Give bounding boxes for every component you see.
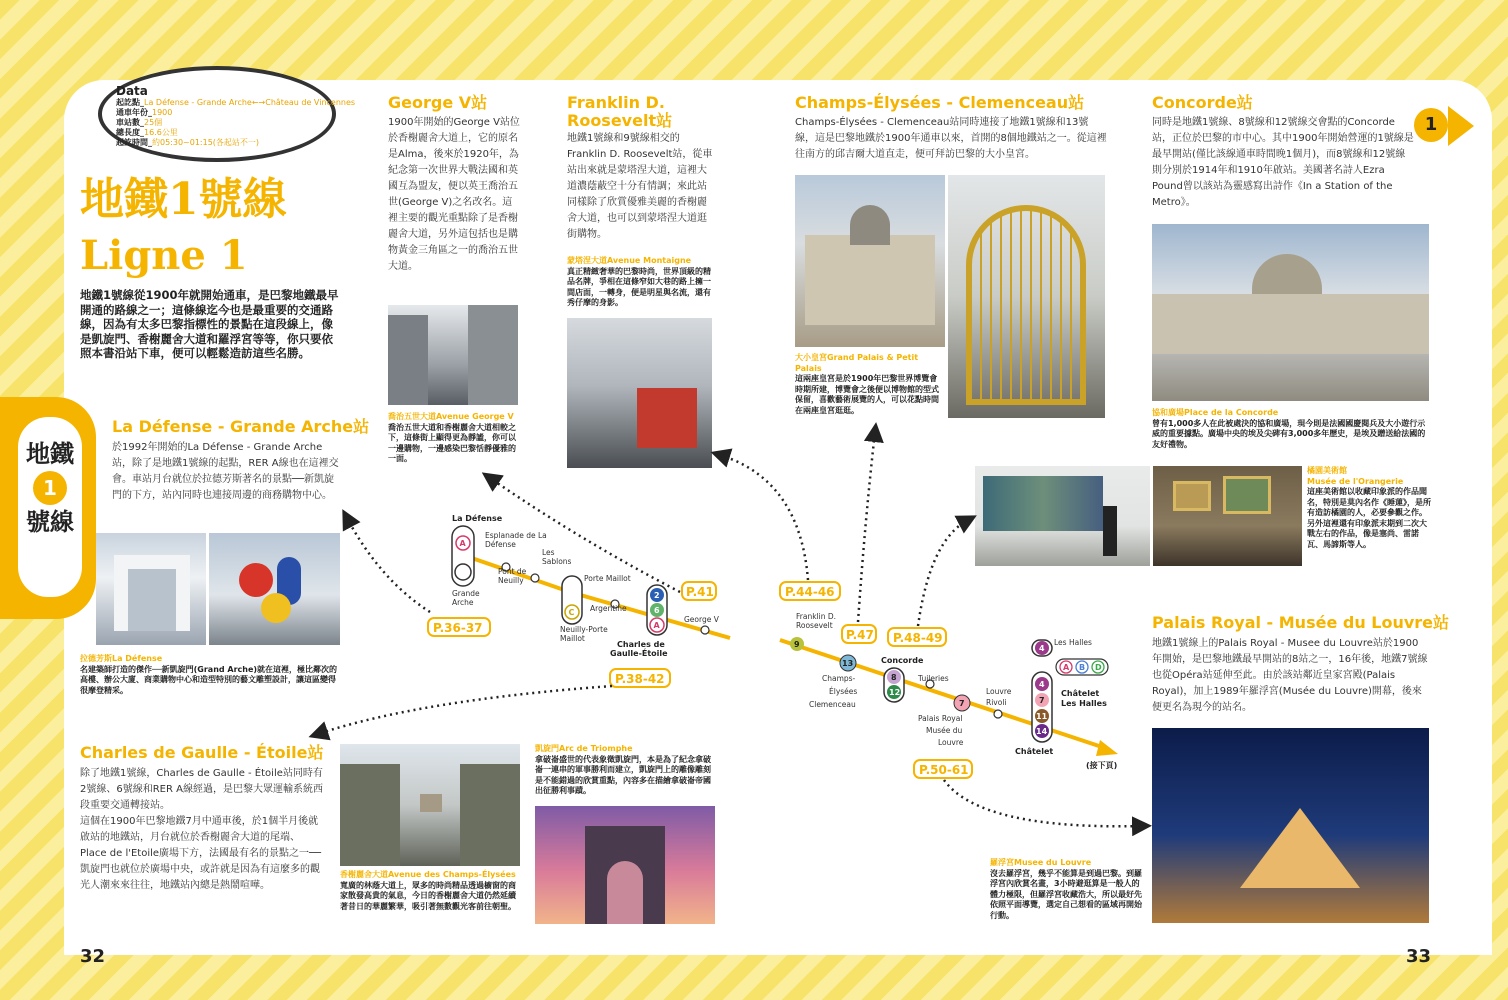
svg-text:4: 4 bbox=[1039, 644, 1045, 653]
champs-heading: Champs-Élysées - Clemenceau站 bbox=[795, 93, 1085, 112]
svg-text:Palais Royal: Palais Royal bbox=[918, 714, 963, 723]
pointer-arrow bbox=[918, 520, 968, 626]
svg-text:A: A bbox=[653, 621, 660, 630]
svg-text:Les Halles: Les Halles bbox=[1054, 638, 1092, 647]
svg-text:P.41: P.41 bbox=[686, 585, 714, 599]
svg-text:Les Halles: Les Halles bbox=[1061, 699, 1107, 708]
svg-text:14: 14 bbox=[1036, 727, 1048, 736]
title-french: Ligne 1 bbox=[80, 232, 248, 279]
champs-caption: 大小皇宮Grand Palais & Petit Palais 這兩座皇宮是於1900年巴黎世界博覽會時期所建，博覽會之後便以博物館的型式保留，喜歡藝術展覽的人，可以花點時間在兩座皇宮逛逛。 bbox=[795, 353, 939, 415]
svg-text:Pont de: Pont de bbox=[498, 567, 527, 576]
data-line: 通車年份_1900 bbox=[116, 108, 173, 117]
page-number-right: 33 bbox=[1406, 946, 1432, 967]
svg-text:4: 4 bbox=[1039, 680, 1045, 689]
data-line: 起訖時間_約05:30~01:15(各起站不一) bbox=[116, 138, 260, 147]
champs-body: Champs-Élysées - Clemenceau站同時連接了地鐵1號線和13號線，這是巴黎地鐵於1900年通車以來，首開的8個地鐵站之一。從這裡往南方的邱吉爾大道直走，便可拜訪巴黎的大小皇宮。 bbox=[795, 117, 1107, 160]
svg-text:Esplanade de La: Esplanade de La bbox=[485, 531, 547, 540]
svg-text:Arche: Arche bbox=[452, 598, 474, 607]
data-line: 總長度_16.6公里 bbox=[116, 128, 178, 137]
svg-text:11: 11 bbox=[1036, 712, 1048, 721]
svg-text:6: 6 bbox=[654, 606, 660, 615]
line-end-arrow-icon bbox=[1096, 740, 1118, 756]
svg-text:2: 2 bbox=[654, 591, 660, 600]
svg-text:C: C bbox=[568, 608, 575, 617]
svg-text:Charles de: Charles de bbox=[617, 640, 665, 649]
page-number-left: 32 bbox=[80, 946, 106, 967]
svg-text:Porte Maillot: Porte Maillot bbox=[584, 574, 631, 583]
louvre-caption: 羅浮宮Musee du Louvre 沒去羅浮宮，幾乎不能算是到過巴黎。到羅浮宮內欣賞名畫，3小時避逛算是一般人的體力極限，但羅浮宮收藏浩大，所以最好先依照平面導覽，選定自己想看的區域再開始行動。 bbox=[990, 858, 1142, 920]
page-ref-tag[interactable] bbox=[428, 618, 490, 636]
pointer-arrow bbox=[944, 780, 1142, 826]
svg-text:Rivoli: Rivoli bbox=[986, 698, 1007, 707]
svg-text:Louvre: Louvre bbox=[986, 687, 1012, 696]
page-ref-tag[interactable] bbox=[914, 760, 972, 778]
side-tab-top: 地鐵 bbox=[26, 440, 74, 468]
svg-text:Neuilly: Neuilly bbox=[498, 576, 524, 585]
georgev-caption: 喬治五世大道Avenue George V 喬治五世大道和香榭麗舍大道相較之下，這條街上顯得更為靜謐，你可以一邊購物，一邊感染巴黎恬靜優雅的一面。 bbox=[388, 412, 516, 463]
svg-text:P.47: P.47 bbox=[846, 628, 874, 642]
svg-text:12: 12 bbox=[889, 688, 901, 697]
svg-text:Clemenceau: Clemenceau bbox=[809, 700, 856, 709]
page-ref-tag[interactable] bbox=[842, 625, 876, 643]
svg-text:Roosevelt: Roosevelt bbox=[796, 621, 833, 630]
svg-text:Louvre: Louvre bbox=[938, 738, 964, 747]
svg-text:P.50-61: P.50-61 bbox=[919, 763, 969, 777]
svg-text:13: 13 bbox=[842, 659, 854, 668]
svg-text:A: A bbox=[1063, 663, 1070, 672]
svg-text:Concorde: Concorde bbox=[881, 656, 924, 665]
station-dot bbox=[994, 710, 1002, 718]
page-ref-tag[interactable] bbox=[610, 669, 670, 687]
svg-text:9: 9 bbox=[794, 640, 800, 649]
svg-text:A: A bbox=[459, 539, 466, 548]
svg-text:(接下頁): (接下頁) bbox=[1086, 761, 1118, 770]
svg-text:Neuilly-Porte: Neuilly-Porte bbox=[560, 625, 608, 634]
page-ref-tag[interactable] bbox=[888, 628, 946, 646]
page-ref-tag[interactable] bbox=[682, 582, 716, 600]
svg-text:7: 7 bbox=[959, 699, 965, 708]
svg-text:B: B bbox=[1079, 663, 1086, 672]
cdg-body: 除了地鐵1號線，Charles de Gaulle - Étoile站同時有2號線、6號線和RER A線經過，是巴黎大眾運輸系統西段重要交通轉接站。 這個在1900年巴黎地鐵7月中通車後，於1個半月後就啟站的地鐵站，月台就位於香榭麗舍大道的尾端、Place de l'Etoile廣場下方，法國最有名的景點之一──凱旋門也就位於廣場中央，或許就是因為有這麼多的觀光人潮來來往往，地鐵站內總是熱鬧喧嘩。 bbox=[80, 768, 323, 891]
station-dot bbox=[701, 626, 709, 634]
concorde-body: 同時是地鐵1號線、8號線和12號線交會點的Concorde站，正位於巴黎的市中心。其中1900年開始營運的1號線是最早開站(僅比該線通車時間晚1個月)，而8號線和12號線則分別於1914年和1910年啟站。美國著名詩人Ezra Pound曾以該站為靈感寫出詩作《In a Station of the Metro》。 bbox=[1152, 117, 1414, 208]
svg-text:Grande: Grande bbox=[452, 589, 480, 598]
svg-text:P.36-37: P.36-37 bbox=[433, 621, 483, 635]
side-tab-bottom: 號線 bbox=[26, 508, 74, 536]
svg-text:8: 8 bbox=[891, 673, 897, 682]
data-line: 起訖點_La Défense - Grande Arche←→Château de Vincennes bbox=[116, 98, 356, 107]
defense-caption: 拉德芳斯La Défense 名建築師打造的傑作──新凱旋門(Grand Arche)就在這裡，極比鄰次的高樓、辦公大廈、商業購物中心和造型特別的藝文雕塑設計，讓這區變得很摩登精采。 bbox=[80, 654, 338, 695]
pointer-arrow bbox=[720, 455, 808, 580]
svg-text:Sablons: Sablons bbox=[542, 557, 572, 566]
data-title: Data bbox=[116, 84, 148, 98]
franklin-caption: 蒙塔涅大道Avenue Montaigne 真正精緻奢華的巴黎時尚，世界頂級的精品名牌，爭相在這條窄如大巷的路上擁一間店面，一轉身，便是明星與名流，還有秀仔摩的身影。 bbox=[567, 256, 711, 307]
palais-heading: Palais Royal - Musée du Louvre站 bbox=[1152, 613, 1450, 632]
champs-avenue-caption: 香榭麗舍大道Avenue des Champs-Élysées 寬廣的林蔭大道上，眾多的時尚精品透過櫥窗的商家散發高貴的氣息，今日的香榭麗舍大道仍然延續著昔日的華麗繁華，吸引著無數觀光客前往朝聖。 bbox=[340, 870, 516, 911]
concorde-heading: Concorde站 bbox=[1152, 93, 1253, 112]
defense-body: 於1992年開始的La Défense - Grande Arche站，除了是地鐵1號線的起點，RER A線也在這裡交會。車站月台就位於拉德芳斯著名的景點──新凱旋門的下方，站內同時也連接周邊的商務購物中心。 bbox=[112, 442, 339, 501]
svg-text:Champs-: Champs- bbox=[822, 674, 856, 683]
svg-text:P.44-46: P.44-46 bbox=[785, 585, 835, 599]
franklin-body: 地鐵1號線和9號線相交的Franklin D. Roosevelt站，從車站出來就是蒙塔涅大道，這裡大道濃蔭蔽空十分有情調；來此站同樣除了欣賞優雅美麗的香榭麗舍大道，也可以到蒙塔涅大道逛街購物。 bbox=[567, 133, 713, 240]
svg-text:Franklin D.: Franklin D. bbox=[796, 612, 837, 621]
palais-body: 地鐵1號線上的Palais Royal - Musee du Louvre站於1900年開始，是巴黎地鐵最早開站的8站之一，16年後，地鐵7號線也從Opéra站延伸至此。由於該站鄰近皇家宮殿(Palais Royal)，加上1989年羅浮宮(Musée du Louvre)開幕，後來便更名為現今的站名。 bbox=[1152, 638, 1428, 713]
svg-text:D: D bbox=[1095, 663, 1102, 672]
side-tab-number: 1 bbox=[33, 471, 67, 505]
pointer-arrow bbox=[858, 432, 875, 622]
svg-text:Musée du: Musée du bbox=[926, 726, 963, 735]
defense-heading: La Défense - Grande Arche站 bbox=[112, 417, 370, 436]
svg-text:Gaulle-Étoile: Gaulle-Étoile bbox=[610, 649, 668, 658]
arc-caption: 凱旋門Arc de Triomphe 拿破崙盛世的代表象徵凱旋門，本是為了紀念拿破崙一連串的軍事勝利而建立，凱旋門上的雕像雕刻是不能錯過的欣賞重點，內容多在描繪拿破崙帝國出征勝利事蹟。 bbox=[535, 744, 711, 795]
svg-text:P.38-42: P.38-42 bbox=[615, 672, 665, 686]
title-chinese: 地鐵1號線 bbox=[80, 174, 287, 225]
station-dot bbox=[531, 574, 539, 582]
orangerie-caption: 橘園美術館 Musée de l'Orangerie 這座美術館以收藏印象派的作品聞名，特別是莫內名作《睡蓮》，是所有造訪橘園的人，必要參觀之作。另外這裡還有印象派末期到二次大戰左右的作品，像是塞尚、雷諾瓦、馬諦斯等人。 bbox=[1307, 466, 1431, 549]
svg-text:Les: Les bbox=[542, 548, 555, 557]
station-dot bbox=[455, 564, 471, 580]
svg-text:Maillot: Maillot bbox=[560, 634, 585, 643]
georgev-body: 1900年開始的George V站位於香榭麗舍大道上，它的原名是Alma，後來於1920年，為紀念第一次世界大戰法國和英國互為盟友，便以英王喬治五世(George V)之名改名。這裡主要的觀光重點除了是香榭麗舍大道，另外這包括也是購物黃金三角區之一的喬治五世大道。 bbox=[388, 117, 520, 272]
svg-text:Châtelet: Châtelet bbox=[1015, 747, 1054, 756]
cdg-heading: Charles de Gaulle - Étoile站 bbox=[80, 743, 324, 762]
svg-text:7: 7 bbox=[1039, 696, 1045, 705]
concorde-caption: 協和廣場Place de la Concorde 曾有1,000多人在此被處決的協和廣場，現今則是法國國慶閱兵及大小遊行示威的重要據點。廣場中央的埃及尖碑有3,000多年歷史，是埃及贈送給法國的友好禮物。 bbox=[1152, 408, 1426, 449]
franklin-heading: Franklin D. Roosevelt站 bbox=[567, 93, 673, 130]
svg-text:Élysées: Élysées bbox=[829, 687, 858, 696]
svg-text:Défense: Défense bbox=[485, 540, 516, 549]
svg-text:Châtelet: Châtelet bbox=[1061, 689, 1100, 698]
data-line: 車站數_25個 bbox=[116, 118, 163, 127]
svg-text:George V: George V bbox=[684, 615, 719, 624]
intro-text: 地鐵1號線從1900年就開始通車，是巴黎地鐵最早開通的路線之一；這條線迄今也是最重要的交通路線，因為有太多巴黎指標性的景點在這段線上，像是凱旋門、香榭麗舍大道和羅浮宮等等，你只要依照本書沿站下車，便可以輕鬆造訪這些名勝。 bbox=[80, 288, 339, 361]
arrow-number: 1 bbox=[1414, 108, 1448, 142]
georgev-heading: George V站 bbox=[388, 93, 488, 112]
svg-text:Argentine: Argentine bbox=[590, 604, 627, 613]
pointer-arrow bbox=[347, 518, 430, 612]
pointer-arrow bbox=[318, 686, 612, 734]
svg-text:La Défense: La Défense bbox=[452, 514, 503, 523]
svg-text:Tuileries: Tuileries bbox=[918, 674, 949, 683]
page-ref-tag[interactable] bbox=[780, 582, 840, 600]
svg-text:P.48-49: P.48-49 bbox=[893, 631, 943, 645]
